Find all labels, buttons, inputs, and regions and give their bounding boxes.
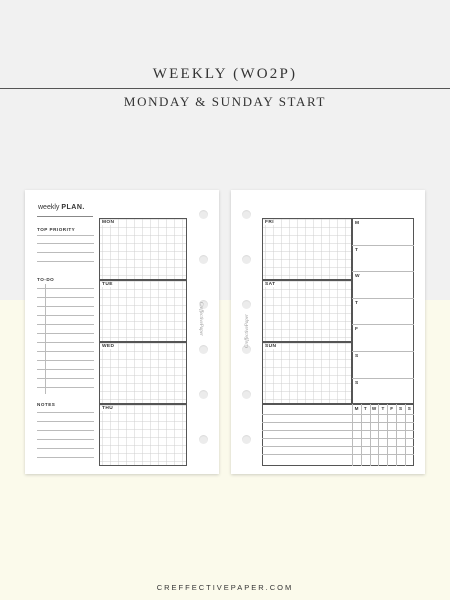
- habit-day-header: T: [363, 406, 367, 411]
- priority-line: [37, 261, 94, 262]
- week-day-letter: T: [355, 247, 358, 253]
- punch-hole: [242, 390, 251, 399]
- week-column-box: [352, 218, 414, 404]
- day-grid-sun: [262, 342, 352, 404]
- habit-day-header: T: [381, 406, 385, 411]
- left-planner-page: [25, 190, 219, 474]
- week-row-divider: [352, 245, 414, 246]
- day-grid-thu: [99, 404, 187, 466]
- notes-label: NOTES: [37, 402, 56, 407]
- punch-hole: [199, 345, 208, 354]
- week-day-letter: T: [355, 300, 358, 306]
- day-grid-sat: [262, 280, 352, 342]
- habit-day-header: M: [354, 406, 359, 411]
- priority-line: [37, 243, 94, 244]
- todo-check-column: [45, 284, 46, 394]
- punch-hole: [242, 210, 251, 219]
- product-subtitle: MONDAY & SUNDAY START: [123, 94, 327, 109]
- week-day-letter: S: [355, 380, 359, 386]
- day-grid-tue: [99, 280, 187, 342]
- notes-line: [37, 457, 94, 458]
- notes-line: [37, 412, 94, 413]
- day-label-sat: SAT: [265, 282, 276, 287]
- week-row-divider: [352, 298, 414, 299]
- week-row-divider: [352, 351, 414, 352]
- top-priority-label: TOP PRIORITY: [37, 227, 76, 232]
- week-row-divider: [352, 271, 414, 272]
- notes-line: [37, 430, 94, 431]
- week-day-letter: S: [355, 354, 359, 359]
- habit-row-line: [262, 430, 414, 431]
- week-day-letter: W: [355, 274, 360, 280]
- week-row-divider: [352, 378, 414, 379]
- notes-line: [37, 448, 94, 449]
- punch-hole: [199, 255, 208, 264]
- habit-day-header: W: [371, 406, 377, 411]
- right-planner-page: [231, 190, 425, 474]
- todo-label: TO-DO: [37, 277, 55, 282]
- day-label-thu: THU: [102, 406, 114, 411]
- priority-line: [37, 235, 94, 236]
- week-day-letter: F: [355, 327, 358, 333]
- title-underline: [37, 216, 93, 217]
- punch-hole: [199, 210, 208, 219]
- habit-row-line: [262, 454, 414, 455]
- brand-watermark: CreffectivePaper: [245, 314, 250, 348]
- day-label-sun: SUN: [265, 344, 277, 349]
- brand-watermark: CreffectivePaper: [198, 302, 203, 336]
- day-grid-wed: [99, 342, 187, 404]
- punch-hole: [242, 255, 251, 264]
- day-grid-fri: [262, 218, 352, 280]
- punch-hole: [199, 390, 208, 399]
- website-footer: CREFFECTIVEPAPER.COM: [156, 583, 294, 592]
- notes-line: [37, 439, 94, 440]
- header-divider: [0, 88, 450, 89]
- day-label-fri: FRI: [265, 220, 274, 225]
- day-label-wed: WED: [102, 344, 115, 349]
- habit-row-line: [262, 438, 414, 439]
- day-grid-mon: [99, 218, 187, 280]
- habit-day-header: F: [390, 406, 394, 411]
- habit-day-header: S: [398, 406, 403, 411]
- habit-row-line: [262, 414, 414, 415]
- day-label-tue: TUE: [102, 282, 113, 287]
- week-day-letter: M: [355, 221, 359, 226]
- product-title: WEEKLY (WO2P): [152, 66, 298, 82]
- habit-day-header: S: [407, 406, 411, 411]
- week-row-divider: [352, 324, 414, 325]
- punch-hole: [242, 300, 251, 309]
- habit-row-line: [262, 446, 414, 447]
- habit-row-line: [262, 422, 414, 423]
- day-label-mon: MON: [102, 220, 115, 225]
- punch-hole: [199, 435, 208, 444]
- weekly-plan-title: weekly PLAN.: [38, 204, 85, 211]
- priority-line: [37, 252, 94, 253]
- notes-line: [37, 421, 94, 422]
- punch-hole: [242, 435, 251, 444]
